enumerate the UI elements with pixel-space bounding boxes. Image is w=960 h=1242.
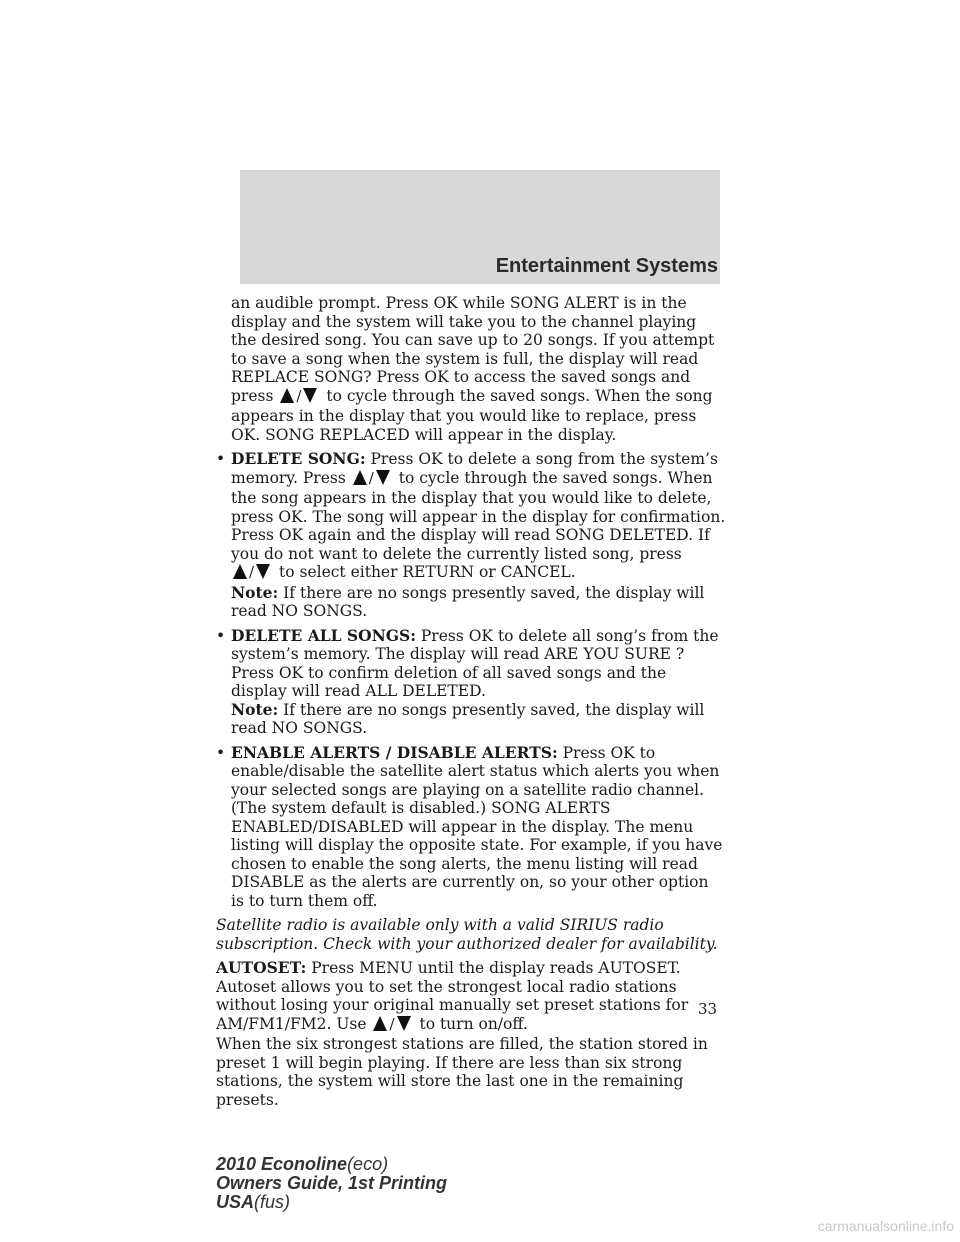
note-label: Note:	[231, 699, 279, 719]
note-label: Note:	[231, 582, 279, 602]
arrow-up-icon	[353, 470, 367, 485]
arrow-up-icon	[233, 564, 247, 579]
item-label: ENABLE ALERTS / DISABLE ALERTS:	[231, 742, 558, 762]
paragraph-autoset: AUTOSET: Press MENU until the display reads AUTOSET. Autoset allows you to set the strongest local radio stations without losing your original manually set preset stations for AM/FM1/FM2. Use / to turn on/off. When the six strongest stations are filled, the station stored in preset 1 will begin playing. If there are less than six strong stations, the system will store the last one in the remaining presets.	[216, 958, 708, 1109]
item-label: DELETE ALL SONGS:	[231, 625, 416, 645]
seek-arrows: /	[373, 1015, 410, 1036]
paragraph-replace-song: an audible prompt. Press OK while SONG ALERT is in the display and the system will take you to the channel playing the desired song. You can save up to 20 songs. If you attempt to save a song when the system is full, the display will read REPLACE SONG? Press OK to access the saved songs and press / to cycle through the saved songs. When the song appears in the display that you would like to replace, press OK. SONG REPLACED will appear in the display.	[231, 294, 715, 444]
arrow-down-icon	[256, 564, 270, 579]
autoset-label: AUTOSET:	[216, 958, 307, 977]
bullet-dot: •	[216, 743, 226, 762]
arrow-down-icon	[376, 470, 390, 485]
page-number: 33	[698, 1000, 718, 1018]
arrow-up-icon	[373, 1016, 387, 1031]
page-content	[216, 294, 726, 1115]
arrow-up-icon	[280, 388, 294, 403]
list-item-delete-all-songs: • DELETE ALL SONGS: Press OK to delete all song’s from the system’s memory. The display will read ARE YOU SURE ? Press OK to confirm deletion of all saved songs and the display will read ALL DELETED. Note: If there are no songs presently saved, the display will read NO SONGS.	[216, 625, 719, 737]
paragraph-final: When the six strongest stations are filled, the station stored in preset 1 will begin playing. If there are less than six strong stations, the system will store the last one in the remaining presets.	[216, 1035, 708, 1109]
seek-arrows: /	[233, 563, 270, 584]
list-item-enable-alerts: • ENABLE ALERTS / DISABLE ALERTS: Press OK to enable/disable the satellite alert status which alerts you when your selected songs are playing on a satellite radio channel. (The system default is disabled.) SONG ALERTS ENABLED/DISABLED will appear in the display. The menu listing will display the opposite state. For example, if you have chosen to enable the song alerts, the menu listing will read DISABLE as the alerts are currently on, so your other option is to turn them off.	[216, 742, 723, 910]
seek-arrows: /	[353, 469, 390, 490]
seek-arrows: /	[280, 387, 317, 408]
arrow-down-icon	[397, 1016, 411, 1031]
section-header-band	[240, 170, 720, 284]
arrow-down-icon	[303, 388, 317, 403]
bullet-dot: •	[216, 450, 226, 468]
print-footer: 2010 Econoline(eco) Owners Guide, 1st Printing USA(fus)	[216, 1154, 448, 1212]
section-title: Entertainment Systems	[495, 255, 718, 277]
satellite-note: Satellite radio is available only with a valid SIRIUS radio subscription. Check with your authorized dealer for availability.	[216, 916, 718, 953]
list-item-delete-song: • DELETE SONG: Press OK to delete a song from the system’s memory. Press / to cycle through the saved songs. When the song appears in the display that you would like to delete, press OK. The song will appear in the display for confirmation. Press OK again and the display will read SONG DELETED. If you do not want to delete the currently listed song, press / to select either RETURN or CANCEL. Note: If there are no songs presently saved, the display will read NO SONGS.	[216, 449, 726, 620]
item-label: DELETE SONG:	[231, 449, 366, 468]
watermark: carmanualsonline.info	[817, 1218, 954, 1234]
bullet-dot: •	[216, 626, 226, 645]
